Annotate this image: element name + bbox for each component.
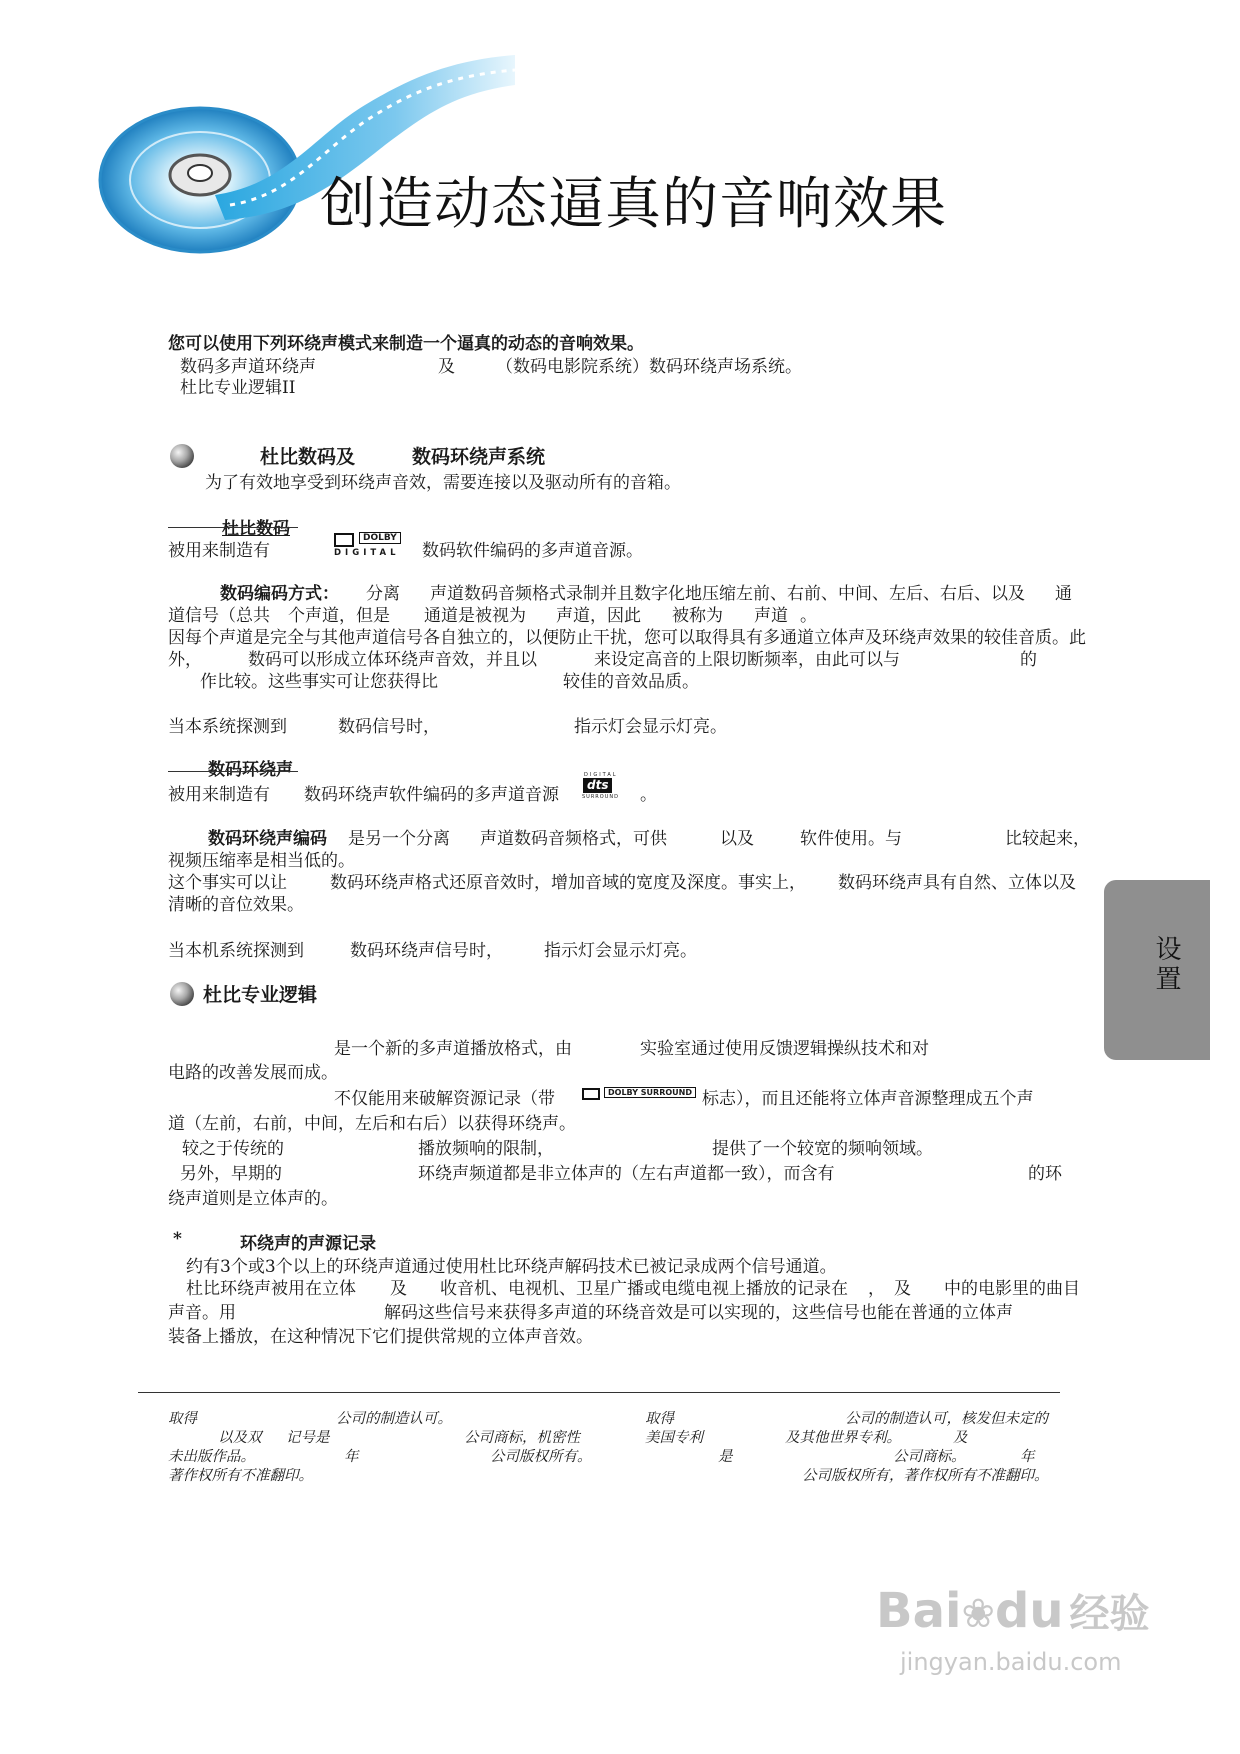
dts-logo-bottom: SURROUND bbox=[582, 794, 619, 800]
dts-p1a-bold: 数码环绕声编码 bbox=[208, 829, 327, 849]
dts-desc-b: 数码环绕声软件编码的多声道音源 bbox=[304, 785, 559, 805]
dd-p1b-7: 。 bbox=[800, 606, 817, 626]
fn-right-l2-1: 美国专利 bbox=[645, 1430, 703, 1446]
watermark-brand-a: Bai bbox=[876, 1583, 962, 1639]
title-rule bbox=[168, 771, 298, 772]
note-title: 环绕声的声源记录 bbox=[240, 1234, 376, 1254]
dolby-logo-top: DOLBY bbox=[359, 532, 401, 544]
s2-p4-2: 环绕声频道都是非立体声的（左右声道都一致），而含有 bbox=[418, 1164, 835, 1184]
dd-detect-a: 当本系统探测到 bbox=[168, 717, 287, 737]
dts-logo-top: DIGITAL bbox=[584, 772, 618, 778]
footnote-divider bbox=[138, 1392, 1060, 1393]
paw-icon: ❀ bbox=[961, 1591, 995, 1637]
fn-left-l2-1: 以及双 bbox=[218, 1430, 262, 1446]
dts-p1a-1: 是另一个分离 bbox=[348, 829, 450, 849]
fn-left-l4: 著作权所有不准翻印。 bbox=[168, 1468, 313, 1484]
dd-p1e-2: 较佳的音效品质。 bbox=[563, 672, 699, 692]
fn-left-l3-2: 年 bbox=[344, 1449, 359, 1465]
fn-left-l2-2: 记号是 bbox=[286, 1430, 330, 1446]
section1-heading-a: 杜比数码及 bbox=[260, 446, 356, 468]
dts-p1a-5: 比较起来， bbox=[1005, 829, 1090, 849]
fn-right-l3-1: 是 bbox=[718, 1449, 733, 1465]
dd-detect-b: 数码信号时， bbox=[338, 717, 440, 737]
note-l4: 装备上播放，在这种情况下它们提供常规的立体声音效。 bbox=[168, 1327, 593, 1347]
dd-p1d-4: 的 bbox=[1020, 650, 1037, 670]
watermark-brand-b: du bbox=[994, 1583, 1064, 1639]
dolby-logo-icon bbox=[582, 1088, 600, 1100]
fn-right-l2-2: 及其他世界专利。 bbox=[785, 1430, 901, 1446]
dd-p1a-3: 通 bbox=[1055, 584, 1072, 604]
intro-headline: 您可以使用下列环绕声模式来制造一个逼真的动态的音响效果。 bbox=[168, 334, 644, 354]
s2-p1a-2: 实验室通过使用反馈逻辑操纵技术和对 bbox=[640, 1039, 929, 1059]
dd-p1d-1: 外， bbox=[168, 650, 202, 670]
dd-p1b-4: 声道，因此 bbox=[556, 606, 641, 626]
section2-heading: 杜比专业逻辑 bbox=[203, 984, 318, 1006]
title-rule bbox=[168, 527, 298, 528]
dts-desc-c: 。 bbox=[640, 785, 657, 805]
s2-p3-2: 播放频响的限制， bbox=[418, 1139, 554, 1159]
section-bullet-icon bbox=[170, 444, 194, 468]
dolby-logo-icon bbox=[334, 533, 354, 547]
dd-p1b-5: 被称为 bbox=[672, 606, 723, 626]
dd-p1a-2: 声道数码音频格式录制并且数字化地压缩左前、右前、中间、左后、右后、以及 bbox=[430, 584, 1025, 604]
dts-desc-a: 被用来制造有 bbox=[168, 785, 270, 805]
dolby-surround-logo bbox=[582, 1087, 694, 1103]
dd-p1a-bold: 数码编码方式： bbox=[220, 584, 339, 604]
s2-p2b: 道（左前，右前，中间，左后和右后）以获得环绕声。 bbox=[168, 1114, 576, 1134]
fn-right-l2-3: 及 bbox=[953, 1430, 968, 1446]
dts-p1a-3: 以及 bbox=[720, 829, 754, 849]
watermark-brand-c: 经验 bbox=[1069, 1591, 1150, 1637]
intro-line-2: 杜比专业逻辑II bbox=[180, 378, 296, 398]
dolby-logo-bottom: DIGITAL bbox=[334, 548, 400, 558]
note-l2-1: 杜比环绕声被用在立体 bbox=[186, 1279, 356, 1299]
section1-sub: 为了有效地享受到环绕声音效，需要连接以及驱动所有的音箱。 bbox=[205, 473, 681, 493]
section-bullet-icon bbox=[170, 982, 194, 1006]
dolby-digital-title: 杜比数码 bbox=[222, 519, 290, 539]
dd-p1d-2: 数码可以形成立体环绕声音效，并且以 bbox=[248, 650, 537, 670]
fn-right-l1-2: 公司的制造认可，核发但未定的 bbox=[845, 1411, 1048, 1427]
dd-detect-c: 指示灯会显示灯亮。 bbox=[574, 717, 727, 737]
dolby-surround-logo-text: DOLBY SURROUND bbox=[604, 1087, 696, 1098]
dd-p1c: 因每个声道是完全与其他声道信号各自独立的，以便防止干扰，您可以取得具有多通道立体声及环绕声效果的较佳音质。此 bbox=[168, 628, 1086, 648]
fn-right-l4: 公司版权所有，著作权所有不准翻印。 bbox=[802, 1468, 1049, 1484]
dts-p1c-1: 这个事实可以让 bbox=[168, 873, 287, 893]
fn-left-l2-3: 公司商标，机密性 bbox=[464, 1430, 580, 1446]
note-l2-4: ， bbox=[868, 1279, 885, 1299]
note-l2-3: 收音机、电视机、卫星广播或电缆电视上播放的记录在 bbox=[440, 1279, 848, 1299]
note-star: * bbox=[173, 1229, 182, 1249]
dolby-digital-desc-a: 被用来制造有 bbox=[168, 541, 270, 561]
s2-p3-1: 较之于传统的 bbox=[182, 1139, 284, 1159]
baidu-watermark bbox=[876, 1582, 1149, 1639]
dd-p1b-6: 声道 bbox=[754, 606, 788, 626]
s2-p2a-2: 标志），而且还能将立体声音源整理成五个声 bbox=[702, 1089, 1034, 1109]
fn-right-l1-1: 取得 bbox=[645, 1411, 674, 1427]
fn-left-l3-1: 未出版作品。 bbox=[168, 1449, 255, 1465]
dd-p1b-3: 通道是被视为 bbox=[424, 606, 526, 626]
s2-p4-3: 的环 bbox=[1028, 1164, 1062, 1184]
side-tab-label: 设置 bbox=[1151, 935, 1181, 995]
s2-p2a-1: 不仅能用来破解资源记录（带 bbox=[334, 1089, 555, 1109]
dts-p1c-3: 数码环绕声具有自然、立体以及 bbox=[838, 873, 1076, 893]
fn-left-l3-3: 公司版权所有。 bbox=[490, 1449, 592, 1465]
dts-p1b: 视频压缩率是相当低的。 bbox=[168, 851, 355, 871]
dts-detect-a: 当本机系统探测到 bbox=[168, 941, 304, 961]
dd-p1b-2: 个声道，但是 bbox=[288, 606, 390, 626]
s2-p5: 绕声道则是立体声的。 bbox=[168, 1189, 338, 1209]
note-l2-5: 及 bbox=[894, 1279, 911, 1299]
page-title: 创造动态逼真的音响效果 bbox=[320, 172, 947, 237]
note-l3-2: 解码这些信号来获得多声道的环绕音效是可以实现的，这些信号也能在普通的立体声 bbox=[384, 1303, 1013, 1323]
note-l3-1: 声音。用 bbox=[168, 1303, 236, 1323]
fn-right-l3-3: 年 bbox=[1020, 1449, 1035, 1465]
dts-logo-mid: dts bbox=[583, 778, 612, 793]
s2-p4-1: 另外，早期的 bbox=[180, 1164, 282, 1184]
dd-p1b-1: 道信号（总共 bbox=[168, 606, 270, 626]
note-l2-2: 及 bbox=[390, 1279, 407, 1299]
dd-p1a-1: 分离 bbox=[366, 584, 400, 604]
watermark-url: jingyan.baidu.com bbox=[900, 1648, 1122, 1676]
note-l1: 约有3个或3个以上的环绕声道通过使用杜比环绕声解码技术已被记录成两个信号通道。 bbox=[186, 1257, 837, 1277]
dts-p1d: 清晰的音位效果。 bbox=[168, 895, 304, 915]
dolby-digital-logo bbox=[334, 531, 410, 559]
dts-p1a-4: 软件使用。与 bbox=[800, 829, 902, 849]
intro-line-1b: 及 bbox=[438, 357, 455, 377]
dts-detect-c: 指示灯会显示灯亮。 bbox=[544, 941, 697, 961]
s2-p3-3: 提供了一个较宽的频响领域。 bbox=[712, 1139, 933, 1159]
fn-right-l3-2: 公司商标。 bbox=[893, 1449, 966, 1465]
fn-left-l1-1: 取得 bbox=[168, 1411, 197, 1427]
dts-detect-b: 数码环绕声信号时， bbox=[350, 941, 503, 961]
s2-p1a-1: 是一个新的多声道播放格式，由 bbox=[334, 1039, 572, 1059]
fn-left-l1-2: 公司的制造认可。 bbox=[336, 1411, 452, 1427]
dd-p1d-3: 来设定高音的上限切断频率，由此可以与 bbox=[594, 650, 900, 670]
dd-p1e-1: 作比较。这些事实可让您获得比 bbox=[200, 672, 438, 692]
intro-line-1c: （数码电影院系统）数码环绕声场系统。 bbox=[496, 357, 802, 377]
note-l2-6: 中的电影里的曲目 bbox=[944, 1279, 1080, 1299]
intro-line-1a: 数码多声道环绕声 bbox=[180, 357, 316, 377]
dts-p1a-2: 声道数码音频格式，可供 bbox=[480, 829, 667, 849]
dts-logo bbox=[580, 772, 622, 802]
s2-p1b: 电路的改善发展而成。 bbox=[168, 1063, 338, 1083]
dolby-digital-desc-b: 数码软件编码的多声道音源。 bbox=[422, 541, 643, 561]
dts-p1c-2: 数码环绕声格式还原音效时，增加音域的宽度及深度。事实上， bbox=[330, 873, 806, 893]
dts-title: 数码环绕声 bbox=[208, 760, 293, 780]
section1-heading-b: 数码环绕声系统 bbox=[412, 446, 546, 468]
